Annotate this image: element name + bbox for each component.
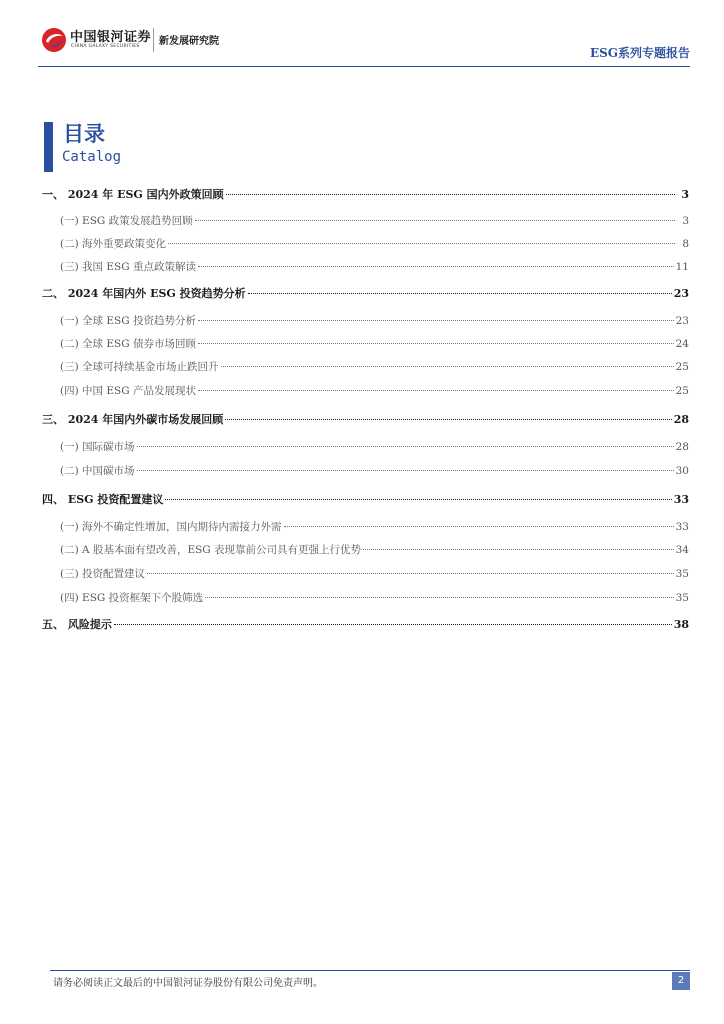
toc-entry-label: (一) ESG 政策发展趋势回顾 <box>60 215 193 227</box>
toc-entry-page: 34 <box>675 544 689 556</box>
toc-dot-leader <box>226 193 675 195</box>
toc-entry-page: 28 <box>675 441 689 453</box>
toc-entry-page: 35 <box>675 592 689 604</box>
toc-entry-page: 25 <box>675 361 689 373</box>
toc-chapter-entry[interactable] <box>42 186 689 202</box>
footer-disclaimer: 请务必阅读正文最后的中国银河证券股份有限公司免责声明。 <box>53 978 323 989</box>
toc-entry-label: (三) 全球可持续基金市场止跌回升 <box>60 361 219 373</box>
toc-section-entry[interactable] <box>42 439 689 454</box>
toc-dot-leader <box>195 219 675 221</box>
toc-dot-leader <box>198 265 674 267</box>
toc-entry-label: (三) 我国 ESG 重点政策解读 <box>60 261 196 273</box>
catalog-title-en: Catalog <box>62 149 122 165</box>
toc-entry-page: 33 <box>675 521 689 533</box>
toc-chapter-entry[interactable] <box>42 285 689 301</box>
footer-rule <box>50 970 690 971</box>
toc-dot-leader <box>248 292 672 294</box>
page-number: 2 <box>672 972 690 990</box>
toc-entry-label: (二) 海外重要政策变化 <box>60 238 167 250</box>
toc-section-entry[interactable] <box>42 313 689 328</box>
toc-entry-label: (三) 投资配置建议 <box>60 568 146 580</box>
toc-dot-leader <box>221 365 674 367</box>
toc-section-entry[interactable] <box>42 359 689 374</box>
toc-dot-leader <box>165 498 671 500</box>
toc-entry-label: (一) 海外不确定性增加，国内期待内需接力外需 <box>60 521 282 533</box>
toc-entry-label: (一) 国际碳市场 <box>60 441 135 453</box>
toc-dot-leader <box>147 572 674 574</box>
toc-dot-leader <box>225 418 671 420</box>
toc-entry-page: 24 <box>675 338 689 350</box>
toc-entry-label: 二、 2024 年国内外 ESG 投资趋势分析 <box>42 287 246 300</box>
toc-entry-label: (二) A 股基本面有望改善，ESG 表现靠前公司具有更强上行优势 <box>60 544 362 556</box>
toc-chapter-entry[interactable] <box>42 616 689 632</box>
toc-section-entry[interactable] <box>42 463 689 478</box>
toc-entry-page: 25 <box>675 385 689 397</box>
toc-section-entry[interactable] <box>42 236 689 251</box>
toc-entry-label: 四、 ESG 投资配置建议 <box>42 493 164 506</box>
toc-entry-page: 3 <box>682 215 689 227</box>
brand-name-cn: 中国银河证券 <box>70 30 152 45</box>
toc-entry-page: 23 <box>675 315 689 327</box>
toc-entry-page: 28 <box>673 413 689 426</box>
institute-name: 新发展研究院 <box>159 36 219 47</box>
toc-entry-page: 38 <box>673 618 689 631</box>
toc-dot-leader <box>137 469 674 471</box>
toc-dot-leader <box>205 596 674 598</box>
brand-name-en: CHINA GALAXY SECURITIES <box>71 44 140 49</box>
galaxy-logo-icon <box>40 26 68 54</box>
catalog-accent-bar <box>44 122 53 172</box>
toc-dot-leader <box>198 389 674 391</box>
toc-entry-page: 8 <box>682 238 689 250</box>
toc-entry-page: 23 <box>673 287 689 300</box>
toc-section-entry[interactable] <box>42 542 689 557</box>
toc-entry-page: 35 <box>675 568 689 580</box>
toc-entry-page: 11 <box>675 261 689 273</box>
toc-chapter-entry[interactable] <box>42 411 689 427</box>
header-rule <box>38 66 690 67</box>
toc-entry-label: (四) 中国 ESG 产品发展现状 <box>60 385 196 397</box>
toc-section-entry[interactable] <box>42 519 689 534</box>
toc-section-entry[interactable] <box>42 590 689 605</box>
toc-dot-leader <box>284 525 674 527</box>
toc-section-entry[interactable] <box>42 213 689 228</box>
toc-dot-leader <box>198 342 674 344</box>
logo-divider <box>153 28 154 52</box>
toc-entry-label: (二) 中国碳市场 <box>60 465 135 477</box>
toc-dot-leader <box>363 548 674 550</box>
catalog-title-cn: 目录 <box>63 122 105 146</box>
toc-entry-label: (四) ESG 投资框架下个股筛选 <box>60 592 204 604</box>
report-type-label: ESG系列专题报告 <box>589 46 690 60</box>
toc-section-entry[interactable] <box>42 259 689 274</box>
toc-dot-leader <box>114 623 672 625</box>
toc-dot-leader <box>137 445 674 447</box>
toc-entry-label: 一、 2024 年 ESG 国内外政策回顾 <box>42 188 224 201</box>
toc-dot-leader <box>198 319 674 321</box>
toc-dot-leader <box>168 242 675 244</box>
toc-entry-label: (一) 全球 ESG 投资趋势分析 <box>60 315 196 327</box>
toc-entry-label: (二) 全球 ESG 债券市场回顾 <box>60 338 196 350</box>
toc-entry-page: 3 <box>681 188 689 201</box>
page-header <box>38 22 690 72</box>
toc-entry-page: 30 <box>675 465 689 477</box>
toc-entry-label: 三、 2024 年国内外碳市场发展回顾 <box>42 413 224 426</box>
toc-section-entry[interactable] <box>42 383 689 398</box>
toc-section-entry[interactable] <box>42 566 689 581</box>
toc-entry-page: 33 <box>673 493 689 506</box>
toc-entry-label: 五、 风险提示 <box>42 618 112 631</box>
toc-chapter-entry[interactable] <box>42 491 689 507</box>
toc-section-entry[interactable] <box>42 336 689 351</box>
